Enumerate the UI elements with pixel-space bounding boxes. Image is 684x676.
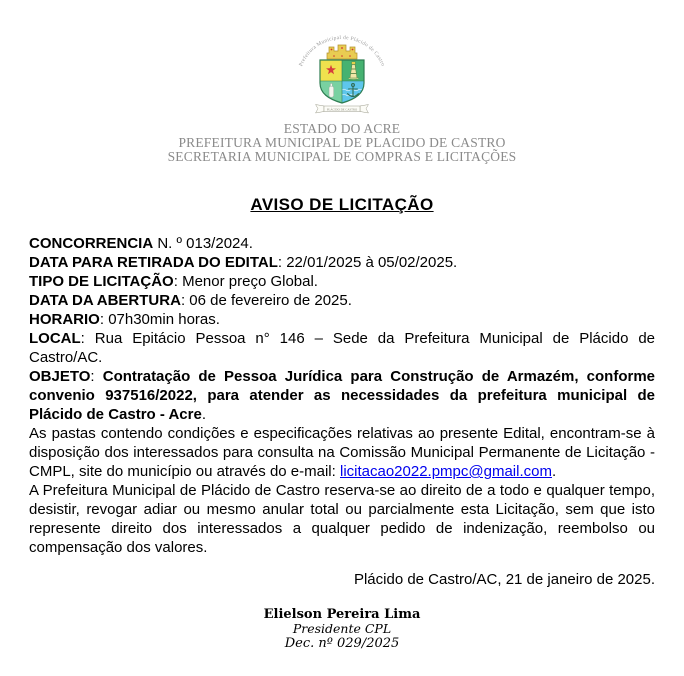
dateline: Plácido de Castro/AC, 21 de janeiro de 2025. xyxy=(353,571,655,588)
notice-field-tipo-de-licita-o xyxy=(29,272,655,291)
signature-name: Elielson Pereira Lima xyxy=(263,607,421,622)
field-separator: : xyxy=(277,254,287,271)
signature-role: Presidente CPL xyxy=(292,621,392,636)
org-header-state: ESTADO DO ACRE xyxy=(283,121,401,136)
field-value: 07h30min horas. xyxy=(108,311,220,328)
field-label: OBJETO xyxy=(29,368,91,385)
notice-field-data-da-abertura xyxy=(29,291,655,310)
signature-decree: Dec. nº 029/2025 xyxy=(284,636,400,651)
crest-crown-icon xyxy=(327,45,357,59)
paragraph-reserva-direito: A Prefeitura Municipal de Plácido de Castro reserva-se ao direito de a todo e qualquer tempo, desistir, revogar adiar ou mesmo anular total ou parcialmente esta Licitação, sem que isto represente direito dos interessados a qualquer pedido de indenização, reembolso ou compensação dos valores. xyxy=(29,482,655,556)
field-label: HORARIO xyxy=(29,311,100,328)
field-value: Menor preço Global. xyxy=(182,273,318,290)
paragraph-edital-text: As pastas contendo condições e especificações relativas ao presente Edital, encontram-se à disposição dos interessados para consulta na Comissão Municipal Permanente de Licitação - CMPL, site do município ou através do e-mail: xyxy=(29,425,655,480)
notice-field-local xyxy=(29,329,655,367)
notice-field-horario xyxy=(29,310,655,329)
email-link[interactable]: licitacao2022.pmpc@gmail.com xyxy=(339,463,552,480)
field-separator: : xyxy=(80,330,95,347)
crest-ribbon xyxy=(316,105,369,114)
signature-block xyxy=(29,607,655,651)
org-header xyxy=(29,122,655,164)
field-label: DATA PARA RETIRADA DO EDITAL xyxy=(29,254,278,271)
municipal-crest xyxy=(280,30,404,116)
field-label: TIPO DE LICITAÇÃO xyxy=(29,273,174,290)
field-separator: : xyxy=(99,311,109,328)
field-value: 06 de fevereiro de 2025. xyxy=(189,292,352,309)
field-value: 22/01/2025 à 05/02/2025. xyxy=(286,254,458,271)
field-label: CONCORRENCIA xyxy=(29,235,154,252)
notice-body xyxy=(29,234,655,557)
paragraph-edital-info xyxy=(29,424,655,481)
crest-arc-text: Prefeitura Municipal de Plácido de Castro xyxy=(298,34,386,68)
notice-fields xyxy=(29,234,655,424)
field-value: Rua Epitácio Pessoa n° 146 – Sede da Prefeitura Municipal de Plácido de Castro/AC. xyxy=(29,330,656,366)
page-title-text: AVISO DE LICITAÇÃO xyxy=(250,195,434,214)
field-separator: : xyxy=(90,368,103,385)
paragraph-edital-tail: . xyxy=(551,463,557,480)
field-separator: : xyxy=(180,292,190,309)
field-value: N. º 013/2024. xyxy=(157,235,253,252)
field-label: DATA DA ABERTURA xyxy=(29,292,181,309)
notice-field-objeto xyxy=(29,367,655,424)
notice-field-concorrencia xyxy=(29,234,655,253)
org-header-secretaria: SECRETARIA MUNICIPAL DE COMPRAS E LICITAÇÕES xyxy=(167,149,517,164)
page-title xyxy=(29,195,655,215)
notice-field-data-para-retirada-do-edital xyxy=(29,253,655,272)
field-value: Contratação de Pessoa Jurídica para Construção de Armazém, conforme convenio 937516/2022, para atender as necessidades da prefeitura municipal de Plácido de Castro - Acre xyxy=(29,368,656,423)
crest-ribbon-text: PLÁCIDO DE CASTRO xyxy=(326,107,358,112)
field-tail: . xyxy=(201,406,207,423)
field-label: LOCAL xyxy=(29,330,81,347)
field-separator: : xyxy=(173,273,183,290)
org-header-prefeitura: PREFEITURA MUNICIPAL DE PLACIDO DE CASTRO xyxy=(178,135,506,150)
